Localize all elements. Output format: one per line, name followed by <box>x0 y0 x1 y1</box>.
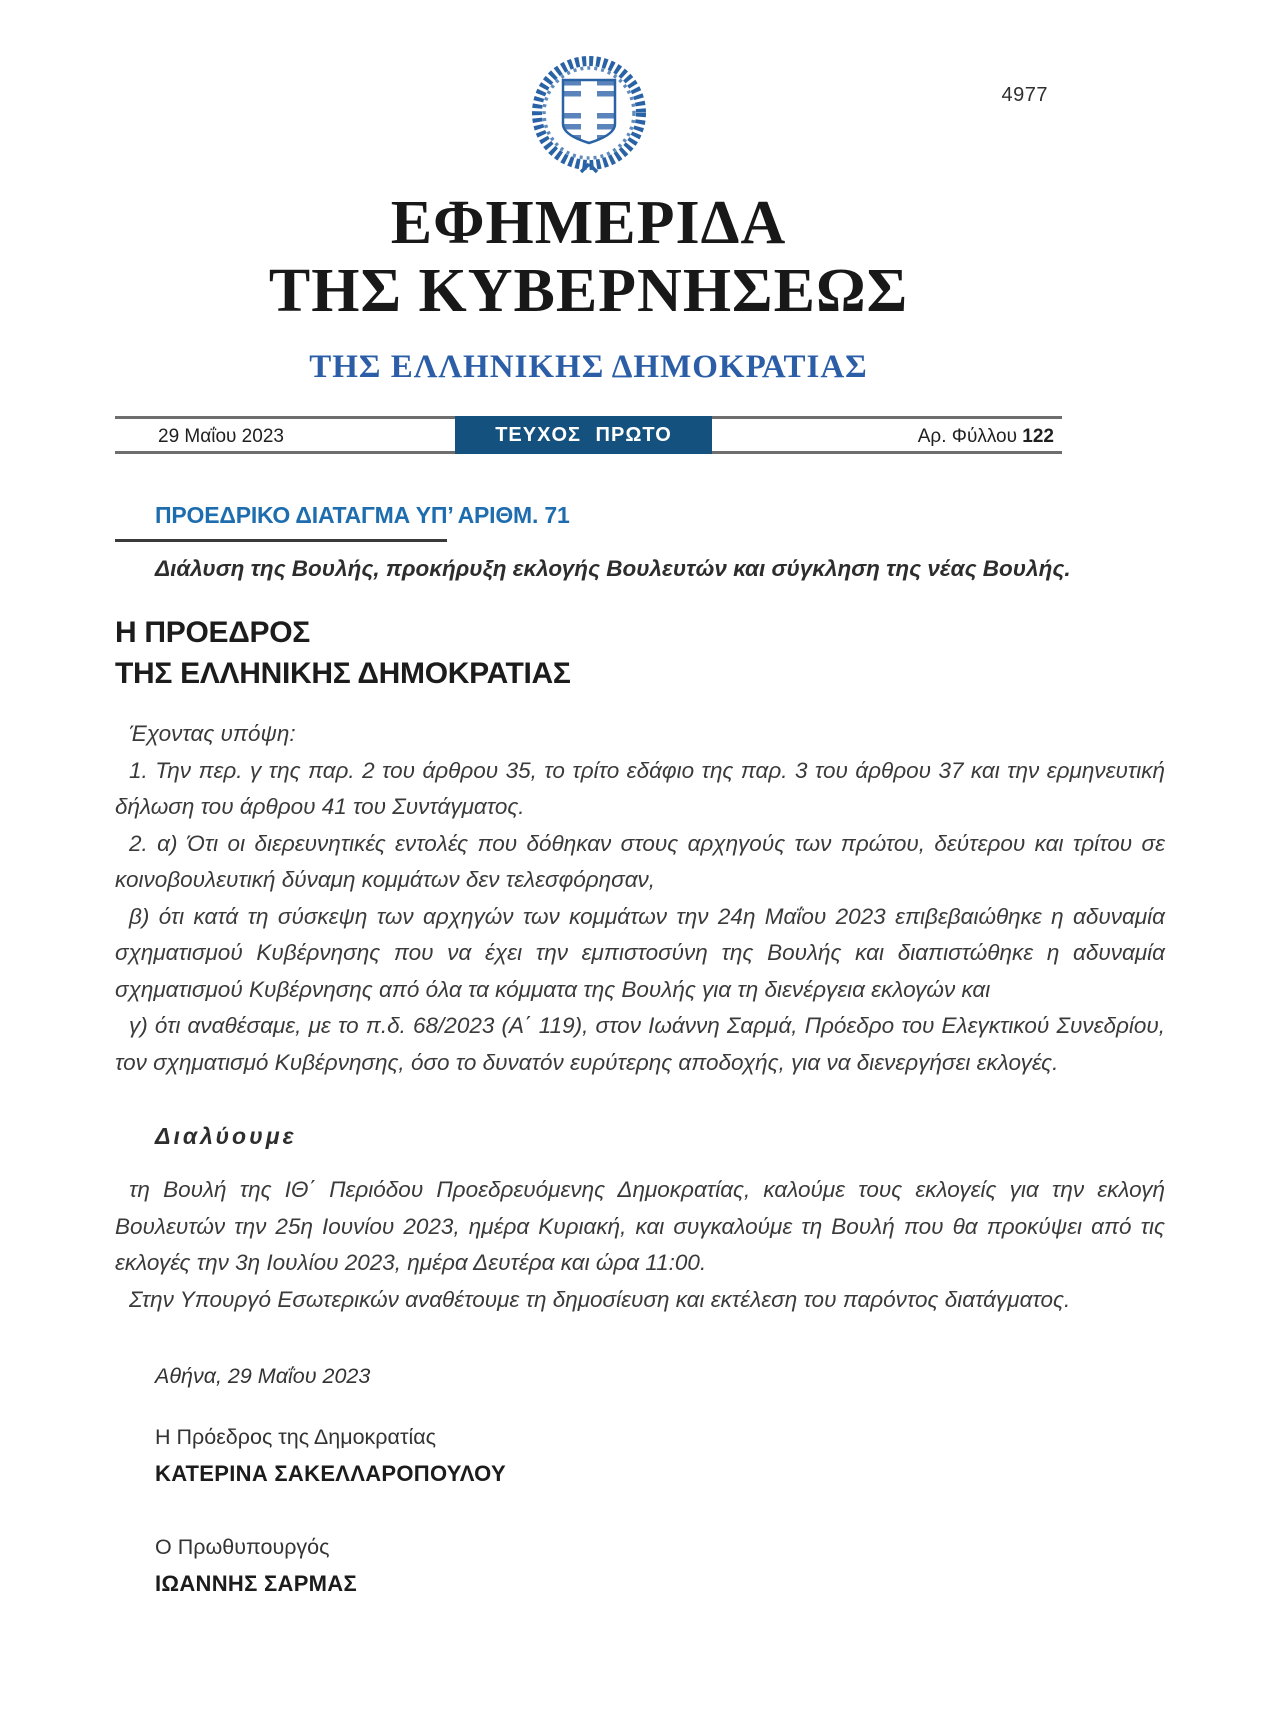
issuer-line1: Η ΠΡΟΕΔΡΟΣ <box>115 616 310 649</box>
body-paragraph: γ) ότι αναθέσαμε, με το π.δ. 68/2023 (Α΄ 119), στον Ιωάννη Σαρμά, Πρόεδρο του Ελεγκτικού Συνεδρίου, τον σχηματισμό Κυβέρνησης, όσο το δυνατόν ευρύτερης αποδοχής, για να διενεργήσει εκλογές. <box>115 1013 1165 1075</box>
signatory-name-president: ΚΑΤΕΡΙΝΑ ΣΑΚΕΛΛΑΡΟΠΟΥΛΟΥ <box>155 1461 506 1486</box>
issue-bar <box>115 416 1062 454</box>
gazette-title <box>115 189 1062 325</box>
preamble-intro: Έχοντας υπόψη: <box>129 721 296 746</box>
body-paragraph: Στην Υπουργό Εσωτερικών αναθέτουμε τη δημοσίευση και εκτέλεση του παρόντος διατάγματος. <box>129 1286 1071 1312</box>
operative-section <box>115 1172 1165 1318</box>
signatory-name-pm: ΙΩΑΝΝΗΣ ΣΑΡΜΑΣ <box>155 1571 357 1596</box>
signatory-title-pm: Ο Πρωθυπουργός <box>155 1535 330 1559</box>
decree-summary: Διάλυση της Βουλής, προκήρυξη εκλογής Βουλευτών και σύγκληση της νέας Βουλής. <box>155 556 1071 581</box>
gazette-title-line1: ΕΦΗΜΕΡΙΔΑ <box>390 189 787 257</box>
issuer-heading <box>115 612 1165 694</box>
decree-content <box>115 502 1165 1597</box>
page-number: 4977 <box>1001 84 1048 106</box>
issue-number <box>918 426 1054 448</box>
signature-place-date: Αθήνα, 29 Μαΐου 2023 <box>155 1364 371 1388</box>
masthead <box>115 0 1062 386</box>
heading-rule <box>115 539 447 542</box>
signature-block <box>155 1364 1165 1597</box>
body-paragraph: β) ότι κατά τη σύσκεψη των αρχηγών των κομμάτων την 24η Μαΐου 2023 επιβεβαιώθηκε η αδυναμία σχηματισμού Κυβέρνησης που να έχει την εμπιστοσύνη της Βουλής και διαπιστώθηκε η αδυναμία σχηματισμού Κυβέρνησης από όλα τα κόμματα της Βουλής για τη διενέργεια εκλογών και <box>115 903 1165 1002</box>
issue-number-value: 122 <box>1022 426 1054 447</box>
decree-heading: ΠΡΟΕΔΡΙΚΟ ΔΙΑΤΑΓΜΑ ΥΠ’ ΑΡΙΘΜ. 71 <box>155 502 570 528</box>
body-paragraph: τη Βουλή της ΙΘ΄ Περιόδου Προεδρευόμενης Δημοκρατίας, καλούμε τους εκλογείς για την εκλογή Βουλευτών την 25η Ιουνίου 2023, ημέρα Κυριακή, και συγκαλούμε τη Βουλή που θα προκύψει από τις εκλογές την 3η Ιουλίου 2023, ημέρα Δευτέρα και ώρα 11:00. <box>115 1177 1165 1275</box>
signatory-title-president: Η Πρόεδρος της Δημοκρατίας <box>155 1425 437 1449</box>
body-paragraph: 1. Την περ. γ της παρ. 2 του άρθρου 35, το τρίτο εδάφιο της παρ. 3 του άρθρου 37 και την ερμηνευτική δήλωση του άρθρου 41 του Συντάγματος. <box>115 757 1165 819</box>
issue-number-label: Αρ. Φύλλου <box>917 426 1018 447</box>
greek-coat-of-arms-icon <box>528 50 650 176</box>
gazette-title-line2: ΤΗΣ ΚΥΒΕΡΝΗΣΕΩΣ <box>268 257 909 325</box>
gazette-subtitle: ΤΗΣ ΕΛΛΗΝΙΚΗΣ ΔΗΜΟΚΡΑΤΙΑΣ <box>309 349 868 385</box>
issue-date: 29 Μαΐου 2023 <box>158 426 284 447</box>
operative-heading: Διαλύουμε <box>155 1123 297 1149</box>
volume-badge: ΤΕΥΧΟΣ ΠΡΩΤΟ <box>455 416 712 454</box>
body-paragraph: 2. α) Ότι οι διερευνητικές εντολές που δόθηκαν στους αρχηγούς των πρώτου, δεύτερου και τρίτου σε κοινοβουλευτική δύναμη κομμάτων δεν τελεσφόρησαν, <box>115 830 1165 892</box>
preamble-section <box>115 716 1165 1081</box>
preamble-paragraphs <box>115 753 1165 1082</box>
issuer-line2: ΤΗΣ ΕΛΛΗΝΙΚΗΣ ΔΗΜΟΚΡΑΤΙΑΣ <box>115 657 571 690</box>
